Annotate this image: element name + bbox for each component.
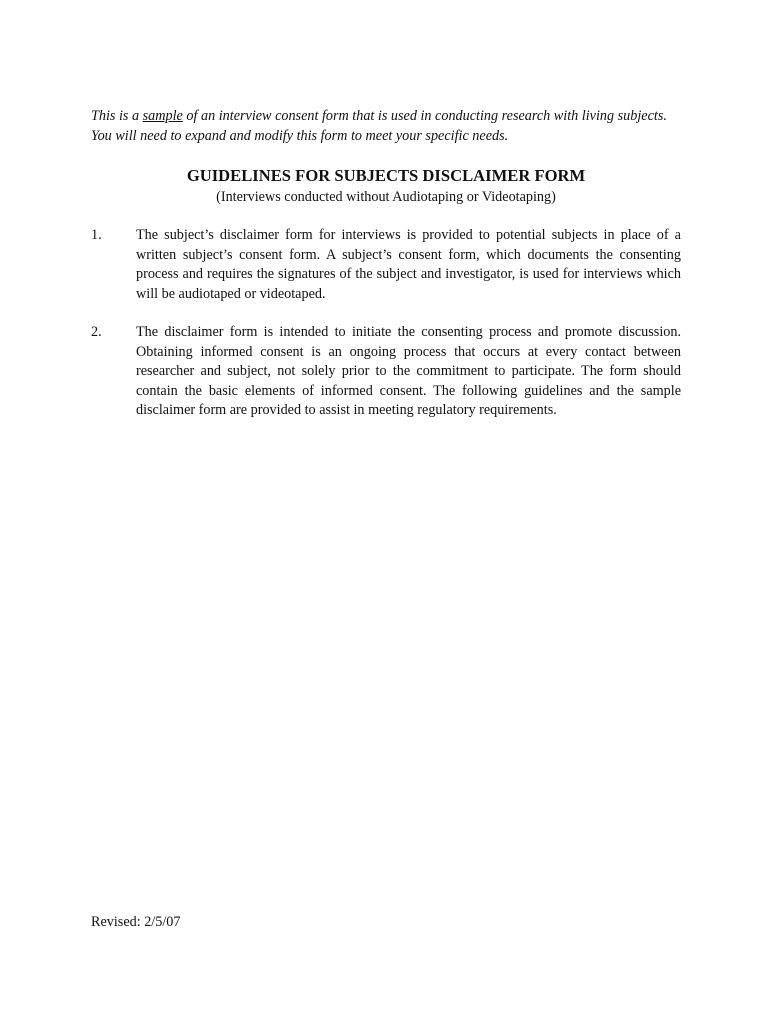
numbered-item-1 (91, 226, 681, 304)
intro-underlined-word: sample (142, 108, 183, 124)
page-subtitle: (Interviews conducted without Audiotaping or Videotaping) (216, 189, 556, 205)
item-number: 2. (91, 324, 102, 340)
intro-text-after: of an interview consent form that is used in conducting research with living subjects. You will need to expand and modify this form to meet your specific needs. (91, 108, 667, 144)
item-text: The disclaimer form is intended to initiate the consenting process and promote discussion. Obtaining informed consent is an ongoing process that occurs at every contact between researcher and subject, not solely prior to the commitment to participate. The form should contain the basic elements of informed consent. The following guidelines and the sample disclaimer form are provided to assist in meeting regulatory requirements. (136, 324, 681, 418)
page-title: GUIDELINES FOR SUBJECTS DISCLAIMER FORM (186, 166, 586, 185)
revised-date: Revised: 2/5/07 (91, 914, 181, 930)
intro-note (91, 106, 681, 146)
item-number: 1. (91, 227, 102, 243)
item-text: The subject’s disclaimer form for interviews is provided to potential subjects in place of a written subject’s consent form. A subject’s consent form, which documents the consenting process and requires the signatures of the subject and investigator, is used for interviews which will be audiotaped or videotaped. (136, 227, 681, 302)
intro-text-before: This is a (91, 108, 143, 124)
numbered-item-2 (91, 323, 681, 421)
